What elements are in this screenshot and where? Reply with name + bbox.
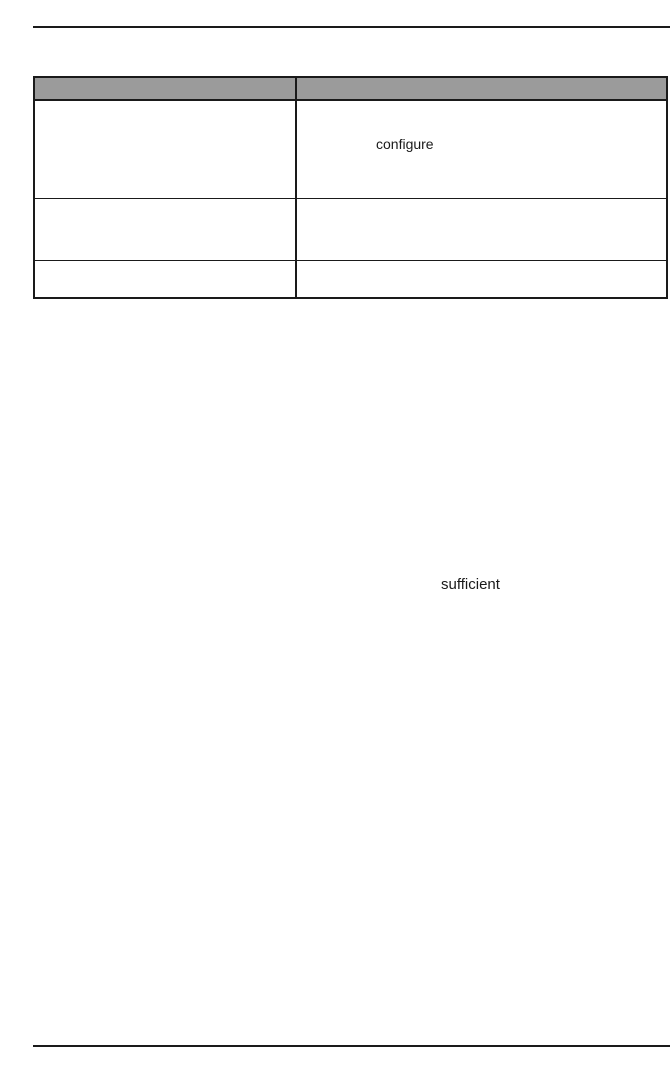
- info-table: [33, 76, 668, 299]
- table-header-row: [35, 78, 666, 101]
- footer-rule: [33, 1045, 670, 1047]
- table-cell-configure: configure: [376, 136, 434, 152]
- table-column-divider: [295, 78, 297, 297]
- header-rule: [33, 26, 670, 28]
- table-row-divider: [35, 260, 666, 261]
- body-text-fragment: sufficient: [441, 576, 500, 593]
- table-row-divider: [35, 198, 666, 199]
